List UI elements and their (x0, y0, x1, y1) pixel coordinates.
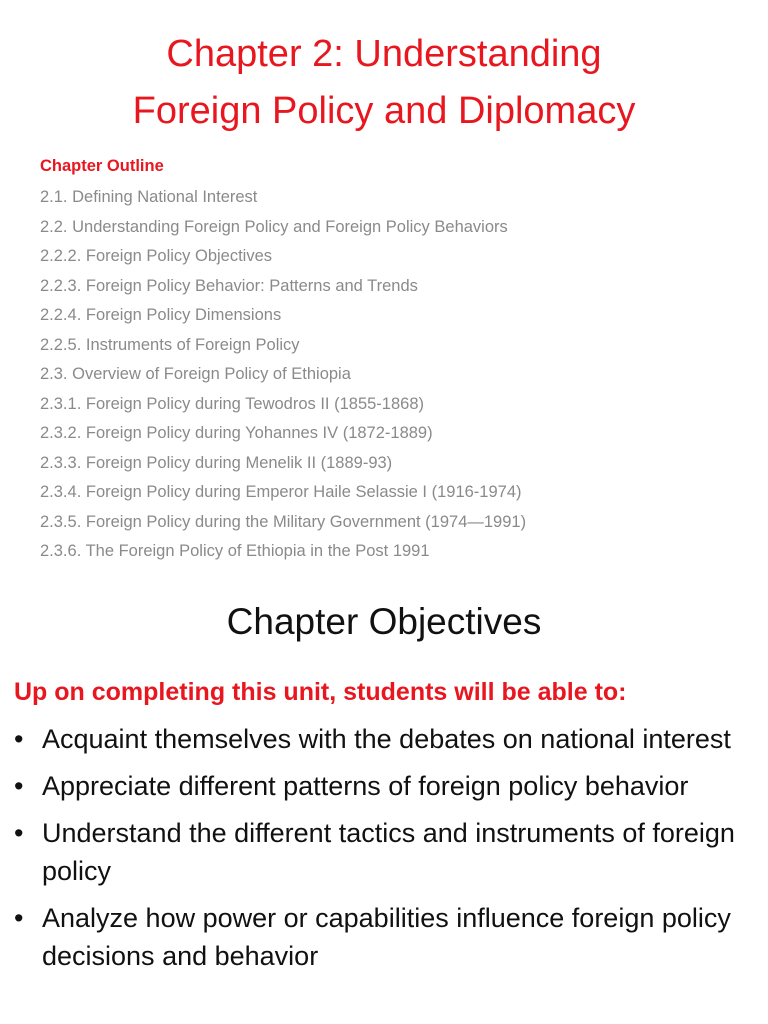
chapter-objectives-title: Chapter Objectives (226, 601, 542, 642)
outline-item: 2.2.5. Instruments of Foreign Policy (40, 335, 300, 354)
bullet-icon: • (14, 903, 24, 933)
chapter-outline-list (40, 183, 526, 567)
objective-text: Analyze how power or capabilities influence foreign policy decisions and behavior (42, 903, 731, 971)
objective-text: Appreciate different patterns of foreign policy behavior (42, 771, 689, 801)
outline-item: 2.3.4. Foreign Policy during Emperor Haile Selassie I (1916-1974) (40, 483, 522, 501)
bullet-icon: • (14, 724, 24, 754)
outline-item: 2.2. Understanding Foreign Policy and Foreign Policy Behaviors (40, 217, 508, 236)
chapter-title-line-1: Chapter 2: Understanding (166, 33, 602, 75)
outline-item: 2.3.2. Foreign Policy during Yohannes IV (1872-1889) (40, 424, 433, 442)
objective-text: Acquaint themselves with the debates on national interest (42, 724, 731, 754)
outline-item: 2.2.3. Foreign Policy Behavior: Patterns and Trends (40, 276, 418, 295)
outline-item: 2.3.6. The Foreign Policy of Ethiopia in the Post 1991 (40, 542, 430, 560)
outline-item: 2.1. Defining National Interest (40, 188, 258, 206)
objective-text: Understand the different tactics and instruments of foreign policy (42, 818, 735, 886)
outline-item: 2.3.5. Foreign Policy during the Military Government (1974—1991) (40, 512, 527, 531)
bullet-icon: • (14, 771, 24, 801)
outline-item: 2.3. Overview of Foreign Policy of Ethiopia (40, 365, 351, 383)
outline-item: 2.2.2. Foreign Policy Objectives (40, 247, 273, 265)
objective-item (14, 814, 754, 890)
outline-item: 2.3.1. Foreign Policy during Tewodros II (1855-1868) (40, 394, 424, 413)
outline-item: 2.2.4. Foreign Policy Dimensions (40, 306, 282, 324)
chapter-outline-heading: Chapter Outline (40, 157, 164, 175)
outline-item: 2.3.3. Foreign Policy during Menelik II (1889-93) (40, 453, 393, 472)
objectives-bullet-list (14, 720, 754, 984)
objective-item (14, 767, 754, 805)
objective-item (14, 720, 754, 758)
chapter-title (0, 26, 768, 140)
bullet-icon: • (14, 818, 24, 848)
objectives-lead-text: Up on completing this unit, students will be able to: (14, 678, 627, 706)
chapter-title-line-2: Foreign Policy and Diplomacy (132, 90, 636, 132)
objective-item (14, 899, 754, 975)
